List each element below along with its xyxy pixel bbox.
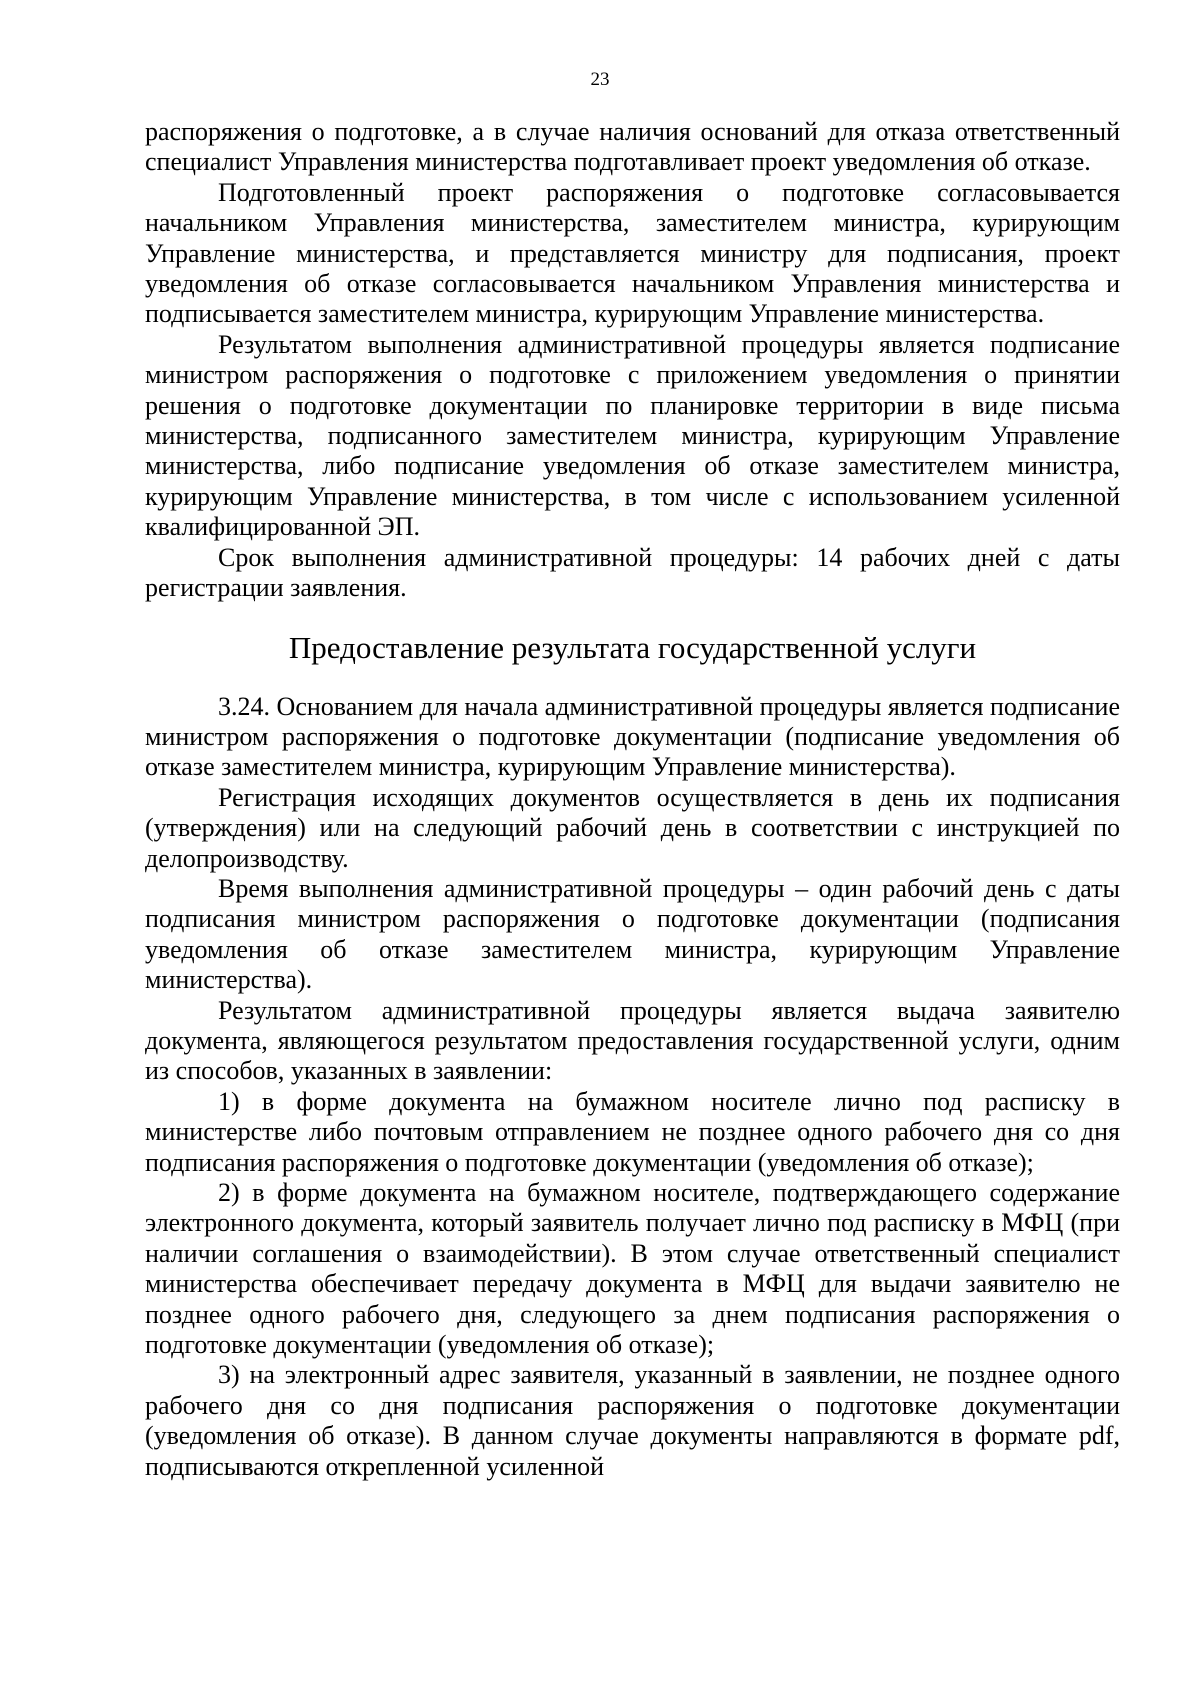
paragraph: Результатом выполнения административной процедуры является подписание министром распоряжения о подготовке с приложением уведомления о принятии решения о подготовке документации по планировке территории в виде письма министерства, подписанного заместителем министра, курирующим Управление министерства, либо подписание уведомления об отказе заместителем министра, курирующим Управление министерства, в том числе с использованием усиленной квалифицированной ЭП. — [145, 329, 1120, 542]
list-item: 1) в форме документа на бумажном носителе лично под расписку в министерстве либо почтовым отправлением не позднее одного рабочего дня со дня подписания распоряжения о подготовке документации (уведомления об отказе); — [145, 1086, 1120, 1177]
page-number: 23 — [590, 69, 610, 90]
list-item: 2) в форме документа на бумажном носителе, подтверждающего содержание электронного документа, который заявитель получает лично под расписку в МФЦ (при наличии соглашения о взаимодействии). В этом случае ответственный специалист министерства обеспечивает передачу документа в МФЦ для выдачи заявителю не позднее одного рабочего дня, следующего за днем подписания распоряжения о подготовке документации (уведомления об отказе); — [145, 1178, 1120, 1360]
paragraph: Результатом административной процедуры является выдача заявителю документа, являющегося результатом предоставления государственной услуги, одним из способов, указанных в заявлении: — [145, 995, 1120, 1086]
section-heading: Предоставление результата государственной услуги — [288, 629, 977, 665]
paragraph-continuation: распоряжения о подготовке, а в случае наличия оснований для отказа ответственный специалист Управления министерства подготавливает проект уведомления об отказе. — [145, 117, 1120, 177]
paragraph: 3.24. Основанием для начала административной процедуры является подписание министром распоряжения о подготовке документации (подписание уведомления об отказе заместителем министра, курирующим Управление министерства). — [145, 691, 1120, 782]
document-body — [145, 117, 1120, 1482]
paragraph: Время выполнения административной процедуры – один рабочий день с даты подписания министром распоряжения о подготовке документации (подписания уведомления об отказе заместителем министра, курирующим Управление министерства). — [145, 873, 1120, 995]
list-item: 3) на электронный адрес заявителя, указанный в заявлении, не позднее одного рабочего дня со дня подписания распоряжения о подготовке документации (уведомления об отказе). В данном случае документы направляются в формате pdf, подписываются открепленной усиленной — [145, 1360, 1120, 1481]
paragraph: Подготовленный проект распоряжения о подготовке согласовывается начальником Управления министерства, заместителем министра, курирующим Управление министерства, и представляется министру для подписания, проект уведомления об отказе согласовывается начальником Управления министерства и подписывается заместителем министра, курирующим Управление министерства. — [145, 177, 1120, 329]
paragraph: Срок выполнения административной процедуры: 14 рабочих дней с даты регистрации заявления. — [145, 542, 1120, 603]
paragraph: Регистрация исходящих документов осуществляется в день их подписания (утверждения) или на следующий рабочий день в соответствии с инструкцией по делопроизводству. — [145, 782, 1120, 873]
